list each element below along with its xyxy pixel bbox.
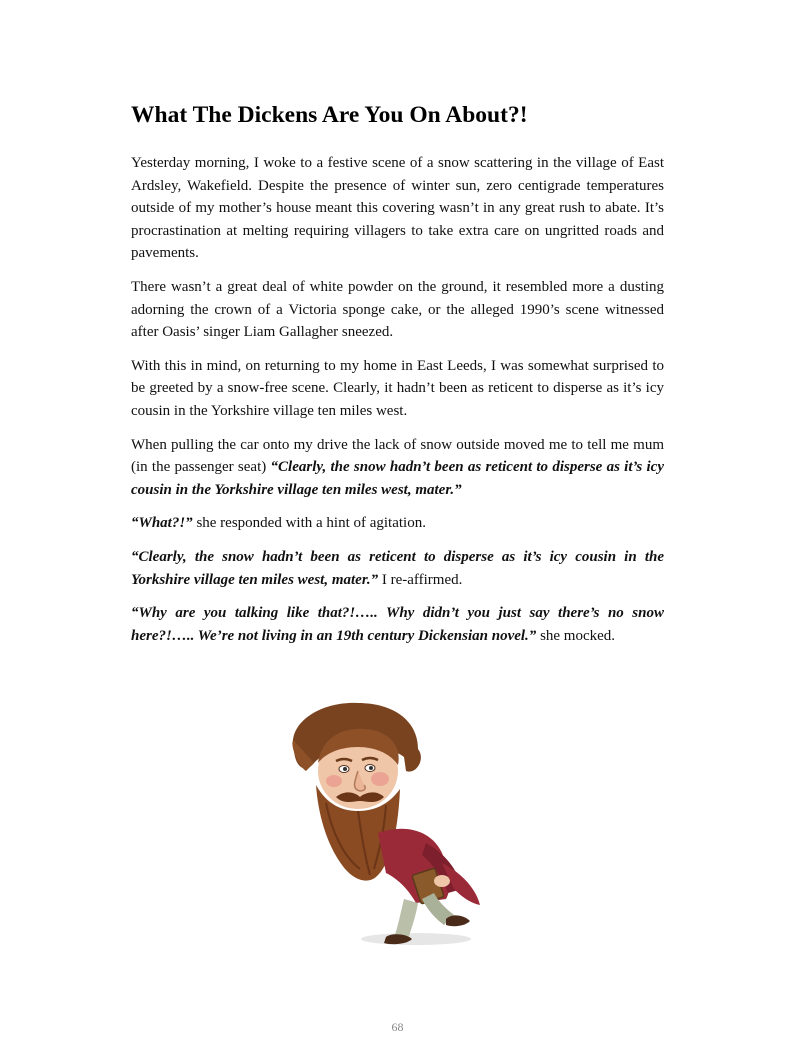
paragraph-4-text: When pulling the car onto my drive the lack of snow outside moved me to tell me mum (in the passenger seat): [131, 436, 664, 476]
paragraph-3: [131, 355, 664, 423]
paragraph-2-text: There wasn’t a great deal of white powder on the ground, it resembled more a dusting adorning the crown of a Victoria sponge cake, or the alleged 1990’s scene witnessed after Oasis’ singer Liam Gallagher sneezed.: [131, 278, 664, 341]
paragraph-7-quote: “Why are you talking like that?!….. Why didn’t you just say there’s no snow here?!….. We’re not living in an 19th century Dickensian novel.”: [131, 605, 664, 644]
paragraph-6-quote: “Clearly, the snow hadn’t been as reticent to disperse as it’s icy cousin in the Yorkshire village ten miles west, mater.”: [131, 548, 664, 588]
article-body: [131, 152, 664, 658]
paragraph-7-text: she mocked.: [536, 627, 616, 644]
paragraph-4-quote: “Clearly, the snow hadn’t been as reticent to disperse as it’s icy cousin in the Yorkshire village ten miles west, mater.”: [131, 459, 664, 498]
paragraph-5: [131, 512, 664, 535]
paragraph-1-text: Yesterday morning, I woke to a festive scene of a snow scattering in the village of East Ardsley, Wakefield. Despite the presence of winter sun, zero centigrade temperatures outside of my mother’s house meant this covering wasn’t in any great rush to abate. It’s procrastination at melting requiring villagers to take extra care on ungritted roads and pavements.: [131, 155, 664, 262]
paragraph-7: [131, 602, 664, 647]
paragraph-4: [131, 434, 664, 502]
paragraph-1: [131, 152, 664, 265]
paragraph-2: [131, 276, 664, 344]
article-title: What The Dickens Are You On About?!: [131, 102, 528, 128]
page-number: 68: [391, 1020, 404, 1034]
paragraph-3-text: With this in mind, on returning to my home in East Leeds, I was somewhat surprised to be greeted by a snow-free scene. Clearly, it hadn’t been as reticent to disperse as it’s icy cousin in the Yorkshire village ten miles west.: [131, 357, 664, 419]
paragraph-6: [131, 546, 664, 591]
paragraph-5-quote: “What?!”: [131, 515, 193, 532]
dickens-caricature-icon: [266, 693, 528, 955]
paragraph-5-text: she responded with a hint of agitation.: [192, 515, 426, 532]
paragraph-6-text: I re-affirmed.: [378, 571, 463, 588]
